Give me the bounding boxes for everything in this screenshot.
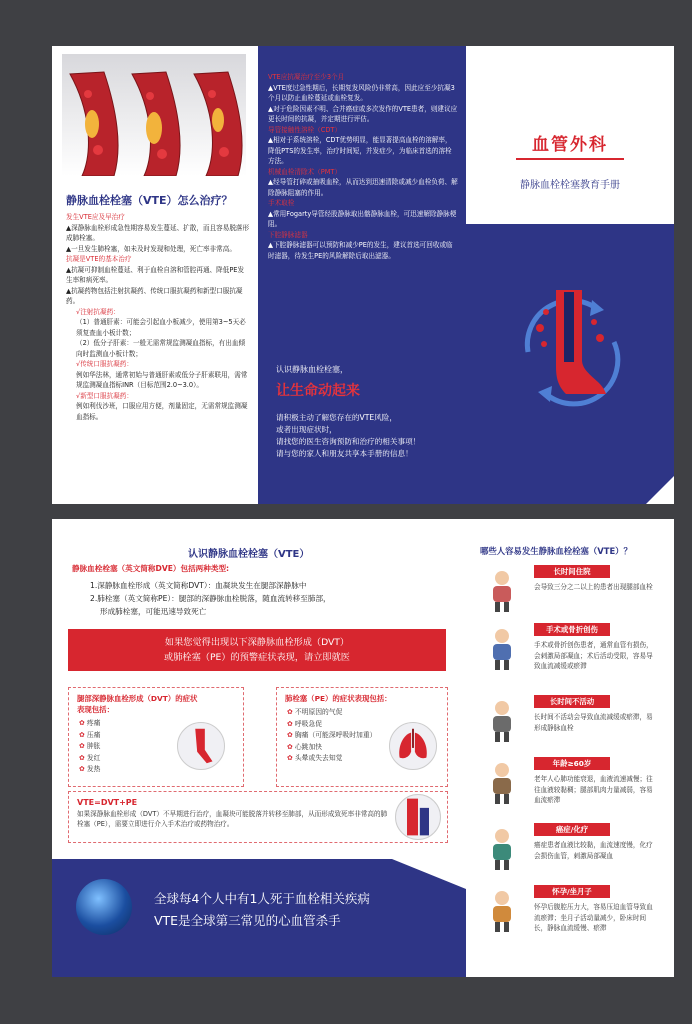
vte-definition-box — [68, 791, 448, 843]
risk-item — [482, 823, 668, 885]
dvt-symptoms-box — [68, 687, 244, 787]
panel-treatment — [52, 46, 258, 504]
vte-type-item: 形成肺栓塞，可能迅速导致死亡 — [100, 607, 207, 616]
vein-icon — [395, 794, 441, 840]
symptom-item: ✿ 发红 — [79, 753, 243, 765]
symptom-item: ✿ 肿胀 — [79, 741, 243, 753]
risk-item — [482, 757, 668, 819]
patient-figure-icon — [482, 699, 522, 743]
text-line: 发生VTE应及早治疗 — [66, 213, 125, 221]
stat-line: 全球每4个人中有1人死于血栓相关疾病 — [154, 891, 370, 906]
text-line: ▲抗凝药物包括注射抗凝药、传统口服抗凝药和新型口服抗凝药。 — [66, 286, 243, 305]
leg-icon — [177, 722, 225, 770]
slogan: 让生命动起来 — [276, 383, 360, 399]
text-line: （1）普通肝素：可能会引起血小板减少，使用第3~5天必须复查血小板计数； — [76, 318, 246, 337]
pe-box-title: 肺栓塞（PE）的症状表现包括： — [285, 694, 392, 703]
vte-types-list — [90, 579, 331, 618]
risk-tag: 手术或骨折创伤 — [534, 623, 610, 636]
therapies-text — [268, 72, 458, 261]
vte-section-title: 认识静脉血栓栓塞（VTE） — [188, 549, 310, 560]
risk-description: 长时间不活动会导致血流减缓或瘀滞，易形成静脉血栓 — [534, 713, 653, 732]
text-line: 手术取栓 — [268, 199, 295, 207]
risk-tag: 怀孕/坐月子 — [534, 885, 610, 898]
patient-figure-icon — [482, 569, 522, 613]
stat-line: VTE是全球第三常见的心血管杀手 — [154, 913, 341, 928]
banner-line: 如果您觉得出现以下深静脉血栓形成（DVT） — [164, 637, 350, 648]
corner-triangle — [646, 476, 674, 504]
symptom-item: ✿ 不明原因的气促 — [287, 707, 447, 719]
text-line: 例如利伐沙班，口服应用方便，剂量固定，无需常规监测凝血指标。 — [76, 402, 248, 421]
pe-symptoms-box — [276, 687, 448, 787]
risk-description: 会导致三分之二以上的患者出现腿部血栓 — [534, 583, 653, 591]
symptom-item: ✿ 疼痛 — [79, 718, 243, 730]
patient-figure-icon — [482, 627, 522, 671]
invite-line: 请积极主动了解您存在的VTE风险， — [276, 413, 397, 422]
text-line: VTE应抗凝治疗至少3个月 — [268, 73, 345, 81]
risk-item — [482, 885, 668, 947]
text-line: √注射抗凝药： — [76, 307, 120, 316]
symptom-item: ✿ 呼吸急促 — [287, 719, 447, 731]
warning-banner — [68, 629, 446, 671]
risk-item — [482, 565, 668, 627]
text-line: ▲VTE度过急性期后，长期复发风险仍非常高，因此应至少抗凝3个月以防止血栓蔓延或血栓复发。 — [268, 83, 455, 102]
leg-vein-icon — [506, 282, 636, 412]
text-line: √传统口服抗凝药： — [76, 360, 133, 368]
intro-text: 认识静脉血栓栓塞， — [276, 365, 348, 374]
risk-description: 怀孕后腹腔压力大，容易压迫血管导致血流瘀滞；坐月子活动量减少，卧床时间长，静脉血流缓慢、瘀滞 — [534, 903, 653, 932]
panel-therapies — [258, 46, 466, 504]
text-line: √新型口服抗凝药： — [76, 391, 133, 400]
treatment-text — [66, 212, 250, 422]
risk-section-title: 哪些人容易发生静脉血栓栓塞（VTE）？ — [480, 546, 632, 556]
risk-item — [482, 623, 668, 685]
text-line: ▲相对于系统溶栓，CDT优势明显，能显著提高血栓的溶解率，降低PTS的发生率，治疗时间短，并发症少，为临床首选的溶栓方法。 — [268, 136, 452, 165]
text-line: ▲一旦发生肺栓塞，如未及时发现和处理，死亡率非常高。 — [66, 244, 236, 253]
vte-type-item: 1.深静脉血栓形成（英文简称DVT）：血凝块发生在腿部深静脉中 — [90, 581, 307, 590]
text-line: ▲抗凝可抑制血栓蔓延、利于血栓自溶和管腔再通、降低PE发生率和病死率。 — [66, 265, 245, 284]
blood-vessel-illustration — [62, 54, 246, 176]
treatment-heading: 静脉血栓栓塞（VTE）怎么治疗？ — [66, 194, 233, 207]
vte-description: 如果深静脉血栓形成（DVT）不早期进行治疗，血凝块可能脱落并转移至肺部，从而形成致死率非常高的肺栓塞（PE），需要立即进行介入手术治疗或药物治疗。 — [77, 810, 388, 828]
risk-description: 癌症患者血液比较黏，血流速度慢，化疗会损伤血管，刺激局部凝血 — [534, 841, 653, 860]
invite-text — [276, 412, 462, 460]
symptom-item: ✿ 胸痛（可能深呼吸时加重） — [287, 730, 447, 742]
text-line: ▲对于危险因素不明、合并癌症或多次发作的VTE患者，则建议应更长时间的抗凝，并定期进行评估。 — [268, 104, 458, 123]
risk-tag: 长时间不活动 — [534, 695, 610, 708]
text-line: ▲深静脉血栓形成急性期容易发生蔓延、扩散，而且容易脱落形成肺栓塞。 — [66, 223, 250, 242]
brochure-inside — [52, 519, 674, 977]
risk-description: 手术或骨折创伤患者，通常血管有损伤，会刺激局部凝血；术后活动受限，容易导致血流减缓或瘀滞 — [534, 641, 653, 670]
text-line: 导管接触性溶栓（CDT） — [268, 125, 342, 134]
dvt-title-line: 腿部深静脉血栓形成（DVT）的症状 — [77, 694, 198, 703]
invite-line: 请与您的家人和朋友共享本手册的信息！ — [276, 449, 413, 458]
dvt-title-line: 表现包括： — [77, 705, 114, 714]
text-line: ▲常用Fogarty导管经股静脉取出髂静脉血栓，可迅速解除静脉梗阻。 — [268, 209, 457, 228]
symptom-item: ✿ 心跳加快 — [287, 742, 447, 754]
dvt-box-title — [69, 688, 243, 715]
vte-types-subtitle: 静脉血栓栓塞（英文简称DVE）包括两种类型: — [72, 564, 230, 573]
cover-title: 血管外科 — [532, 135, 608, 155]
text-line: 机械血栓清除术（PMT） — [268, 167, 342, 176]
panel-cover — [466, 46, 674, 504]
symptom-item: ✿ 头晕或失去知觉 — [287, 753, 447, 765]
risk-tag: 年龄≥60岁 — [534, 757, 610, 770]
banner-line: 或肺栓塞（PE）的预警症状表现，请立即就医 — [164, 652, 350, 663]
brochure-outside — [52, 46, 674, 504]
patient-figure-icon — [482, 761, 522, 805]
lungs-icon — [389, 722, 437, 770]
invite-line: 请找您的医生咨询预防和治疗的相关事项！ — [276, 437, 421, 446]
cover-subtitle: 静脉血栓栓塞教育手册 — [520, 180, 620, 191]
globe-icon — [76, 879, 132, 935]
symptom-item: ✿ 发热 — [79, 764, 243, 776]
risk-item — [482, 695, 668, 757]
text-line: 下腔静脉滤器 — [268, 230, 308, 239]
risk-tag: 癌症/化疗 — [534, 823, 610, 836]
invite-line: 或者出现症状时， — [276, 425, 337, 434]
vte-equation: VTE=DVT+PE — [77, 798, 138, 807]
text-line: ▲下腔静脉滤器可以预防和减少PE的发生，建议首选可回收或临时滤器，待发生PE的风险解除后取出滤器。 — [268, 241, 453, 260]
title-underline — [516, 158, 624, 160]
risk-description: 老年人心肺功能衰退，血液流速减慢；往往血液较黏稠；腿部肌肉力量减弱，容易血流瘀滞 — [534, 775, 653, 804]
text-line: ▲经导管打碎或抽吸血栓，从而达到迅速清除或减少血栓负荷、解除静脉阻塞的作用。 — [268, 178, 458, 197]
text-line: 抗凝是VTE的基本治疗 — [66, 255, 132, 263]
risk-tag: 长时间住院 — [534, 565, 610, 578]
vte-type-item: 2.肺栓塞（英文简称PE）：腿部的深静脉血栓脱落，随血流转移至肺部， — [90, 594, 331, 603]
symptom-item: ✿ 压痛 — [79, 730, 243, 742]
patient-figure-icon — [482, 827, 522, 871]
patient-figure-icon — [482, 889, 522, 933]
text-line: （2）低分子肝素：一般无需常规监测凝血指标，有出血倾向时监测血小板计数； — [76, 339, 246, 358]
text-line: 例如华法林，通常初始与普通肝素或低分子肝素联用，需常规监测凝血指标INR（目标范围2.0~3.0）。 — [76, 370, 248, 389]
